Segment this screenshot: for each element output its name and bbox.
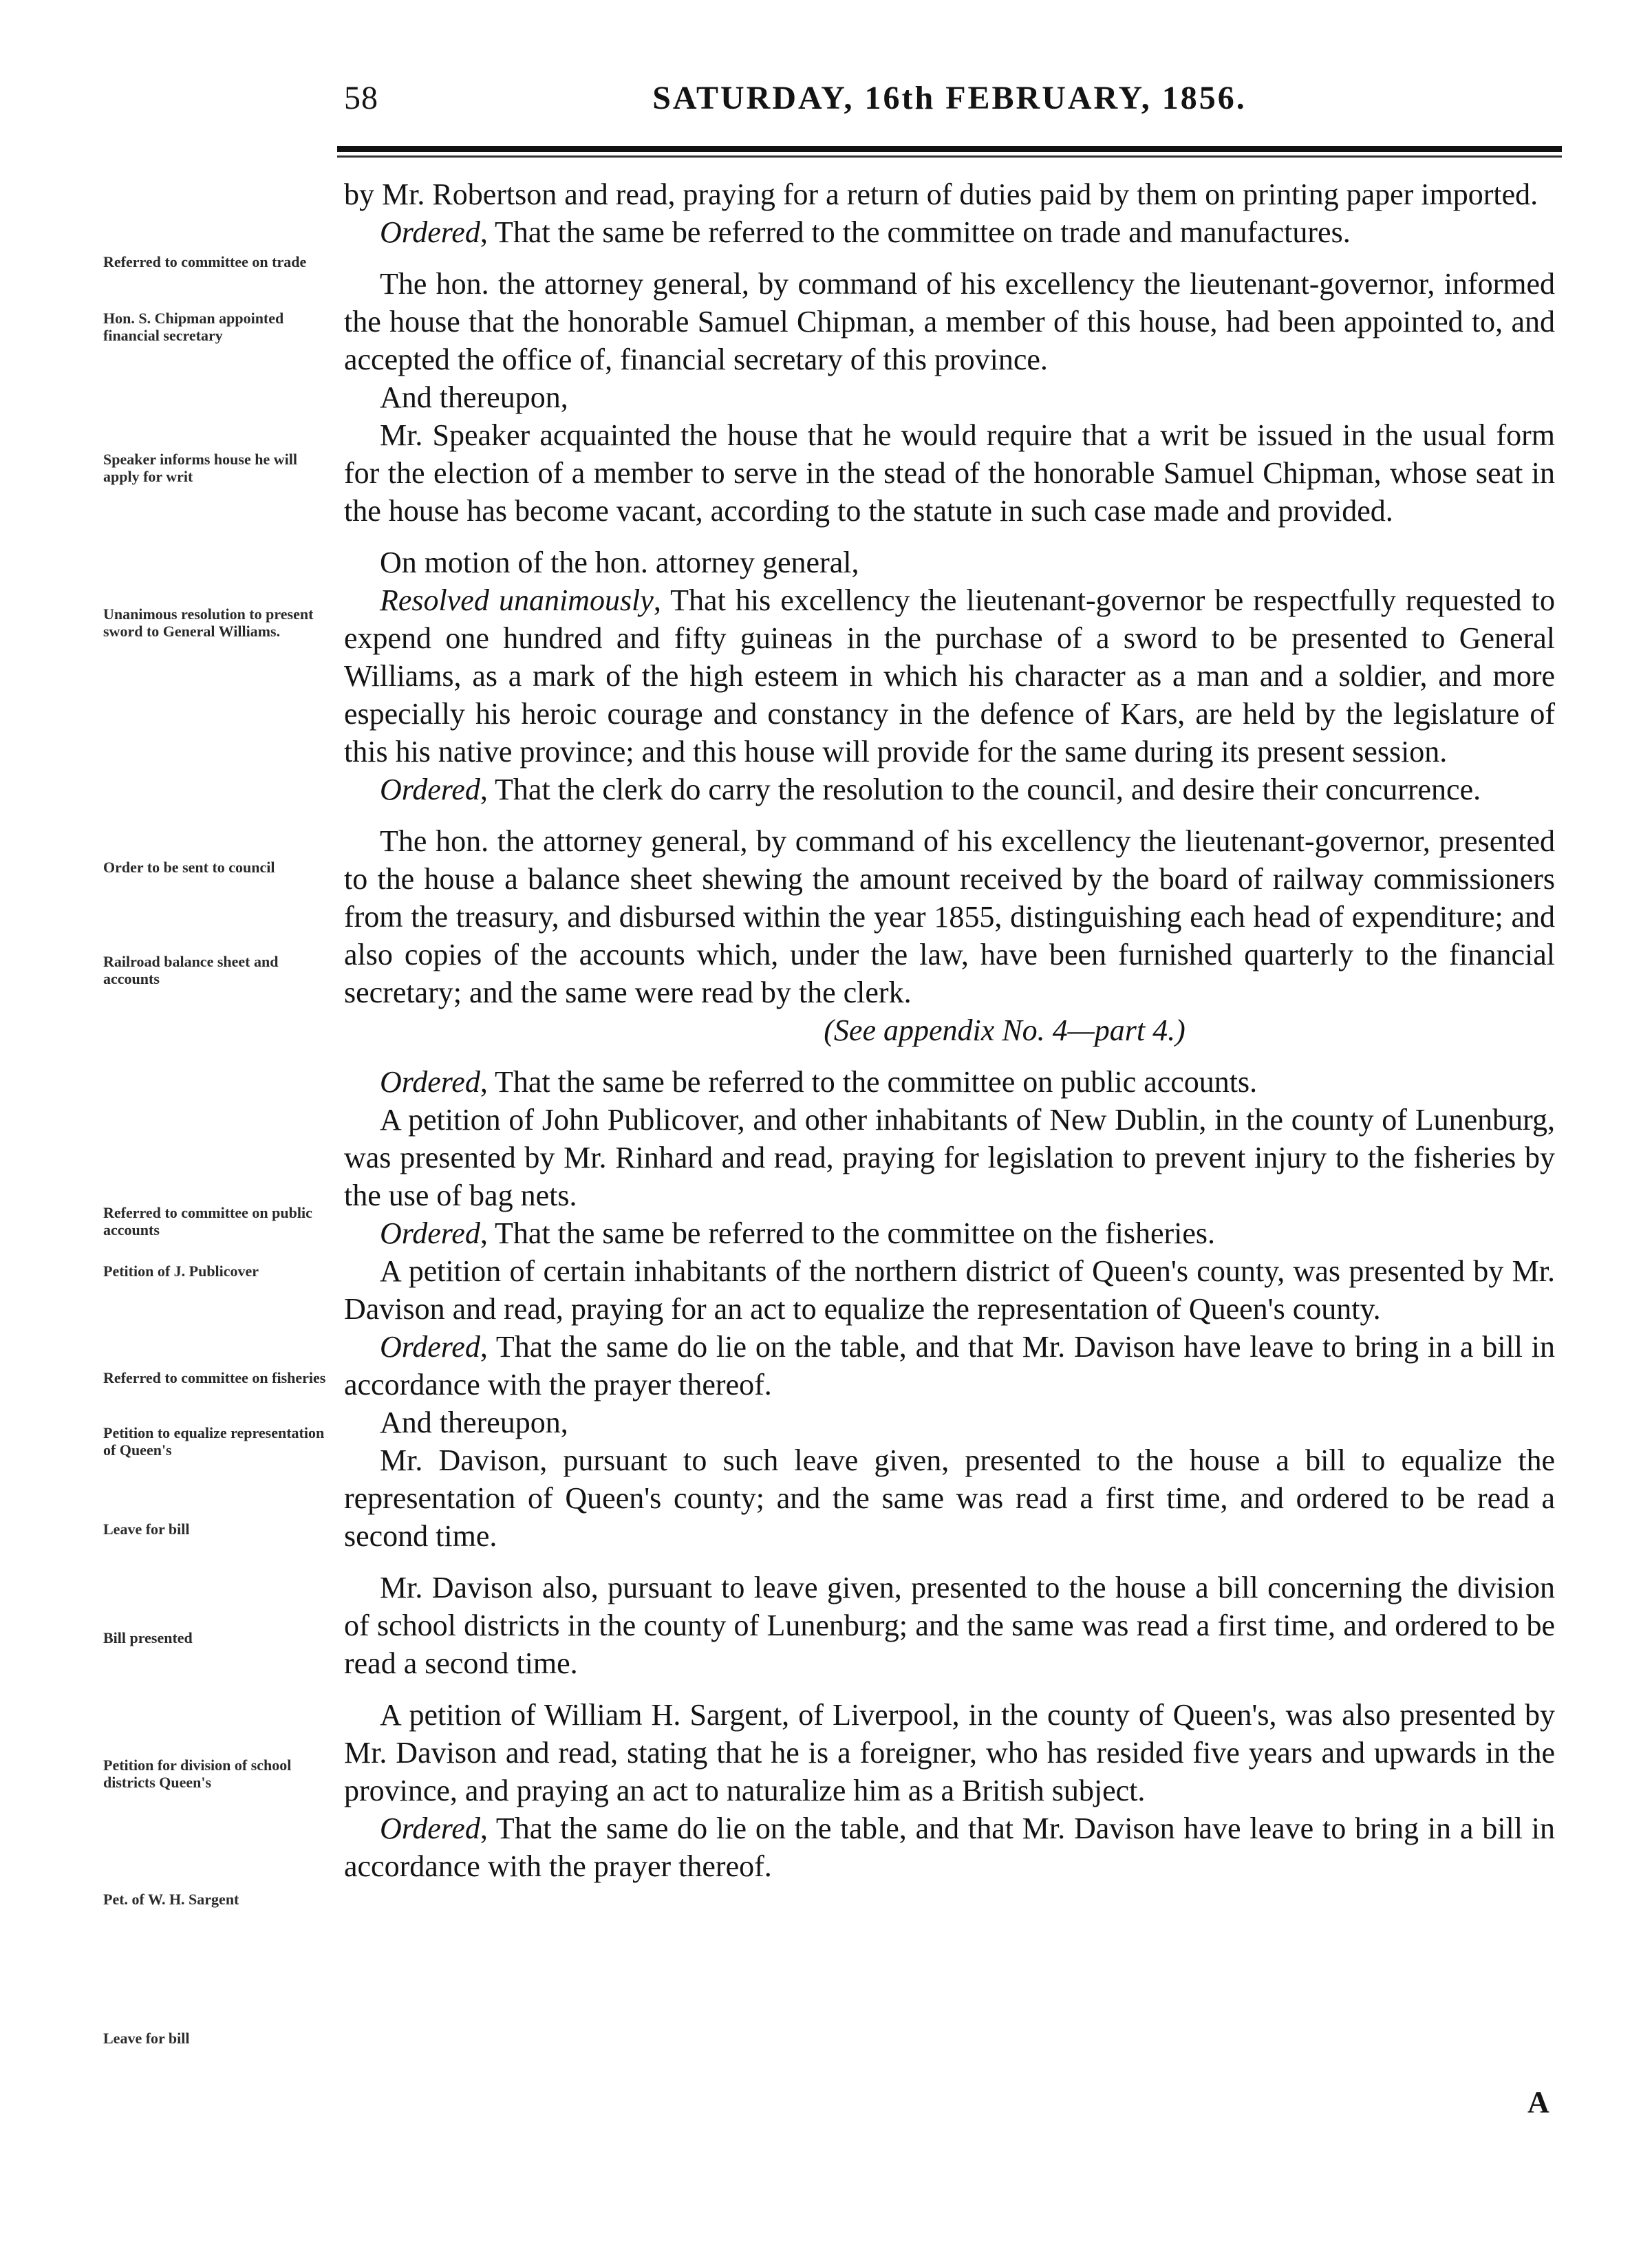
paragraph: Ordered, That the same be referred to the committee on public accounts.	[380, 1065, 1258, 1099]
margin-note: Bill presented	[103, 1629, 193, 1646]
header-rule-thin	[337, 155, 1562, 158]
paragraph: Mr. Davison, pursuant to such leave given, presented to the house a bill to equalize the representation of Queen's county; and the same was read a first time, and ordered to be read a second time.	[344, 1443, 1555, 1553]
page-header	[344, 79, 1555, 134]
paragraph: Ordered, That the same do lie on the table, and that Mr. Davison have leave to bring in a bill in accordance with the prayer thereof.	[344, 1330, 1555, 1401]
margin-note: Hon. S. Chipman appointed financial secretary	[103, 310, 284, 344]
paragraph: Ordered, That the same be referred to the committee on trade and manufactures.	[380, 215, 1351, 249]
margin-note: Leave for bill	[103, 1521, 190, 1538]
paragraph: Ordered, That the same be referred to the committee on the fisheries.	[380, 1216, 1216, 1250]
paragraph: The hon. the attorney general, by command of his excellency the lieutenant-governor, informed the house that the honorable Samuel Chipman, a member of this house, had been appointed to, and accepted the office of, financial secretary of this province.	[344, 267, 1555, 376]
paragraph: On motion of the hon. attorney general,	[380, 546, 859, 579]
paragraph: by Mr. Robertson and read, praying for a return of duties paid by them on printing paper imported.	[344, 178, 1538, 211]
paragraph: A petition of William H. Sargent, of Liverpool, in the county of Queen's, was also presented by Mr. Davison and read, stating that he is a foreigner, who has resided five years and upwards in the province, and praying an act to naturalize him as a British subject.	[344, 1698, 1555, 1807]
catchword: A	[1527, 2085, 1549, 2119]
paragraph: Ordered, That the same do lie on the table, and that Mr. Davison have leave to bring in a bill in accordance with the prayer thereof.	[344, 1812, 1555, 1883]
paragraph: Mr. Davison also, pursuant to leave given, presented to the house a bill concerning the division of school districts in the county of Lunenburg; and the same was read a first time, and ordered to be read a second time.	[344, 1571, 1555, 1680]
appendix-reference: (See appendix No. 4—part 4.)	[824, 1013, 1186, 1047]
margin-note: Petition to equalize representation of Queen's	[103, 1424, 325, 1459]
margin-note: Speaker informs house he will apply for writ	[103, 451, 297, 485]
margin-note: Referred to committee on fisheries	[103, 1369, 326, 1386]
body-text	[344, 175, 1555, 1885]
paragraph: A petition of certain inhabitants of the northern district of Queen's county, was presented by Mr. Davison and read, praying for an act to equalize the representation of Queen's county.	[344, 1254, 1555, 1326]
paragraph: A petition of John Publicover, and other inhabitants of New Dublin, in the county of Lunenburg, was presented by Mr. Rinhard and read, praying for legislation to prevent injury to the fisheries by the use of bag nets.	[344, 1103, 1555, 1212]
margin-note: Leave for bill	[103, 2030, 190, 2047]
margin-note: Petition of J. Publicover	[103, 1263, 259, 1280]
paragraph: The hon. the attorney general, by command of his excellency the lieutenant-governor, presented to the house a balance sheet shewing the amount received by the board of railway commissioners from the treasury, and disbursed within the year 1855, distinguishing each head of expenditure; and also copies of the accounts which, under the law, have been furnished quarterly to the financial secretary; and the same were read by the clerk.	[344, 824, 1555, 1009]
margin-note: Railroad balance sheet and accounts	[103, 953, 279, 987]
margin-note: Unanimous resolution to present sword to General Williams.	[103, 605, 314, 640]
margin-note: Order to be sent to council	[103, 859, 275, 876]
paragraph: And thereupon,	[380, 380, 568, 414]
margin-note: Pet. of W. H. Sargent	[103, 1891, 239, 1908]
paragraph: Resolved unanimously, That his excellency the lieutenant-governor be respectfully requested to expend one hundred and fifty guineas in the purchase of a sword to be presented to General Williams, as a mark of the high esteem in which his character as a man and a soldier, and more especially his heroic courage and constancy in the defence of Kars, are held by the legislature of this his native province; and this house will provide for the same during its present session.	[344, 583, 1555, 769]
paragraph: Ordered, That the clerk do carry the resolution to the council, and desire their concurrence.	[380, 773, 1481, 806]
paragraph: And thereupon,	[380, 1406, 568, 1439]
margin-note: Referred to committee on public accounts	[103, 1204, 312, 1238]
header-rule-thick	[337, 146, 1562, 152]
page-number: 58	[344, 80, 378, 116]
margin-note: Petition for division of school districts Queen's	[103, 1756, 292, 1791]
paragraph: Mr. Speaker acquainted the house that he would require that a writ be issued in the usual form for the election of a member to serve in the stead of the honorable Samuel Chipman, whose seat in the house has become vacant, according to the statute in such case made and provided.	[344, 418, 1555, 528]
running-title: SATURDAY, 16th FEBRUARY, 1856.	[652, 80, 1247, 116]
margin-note: Referred to committee on trade	[103, 253, 307, 270]
